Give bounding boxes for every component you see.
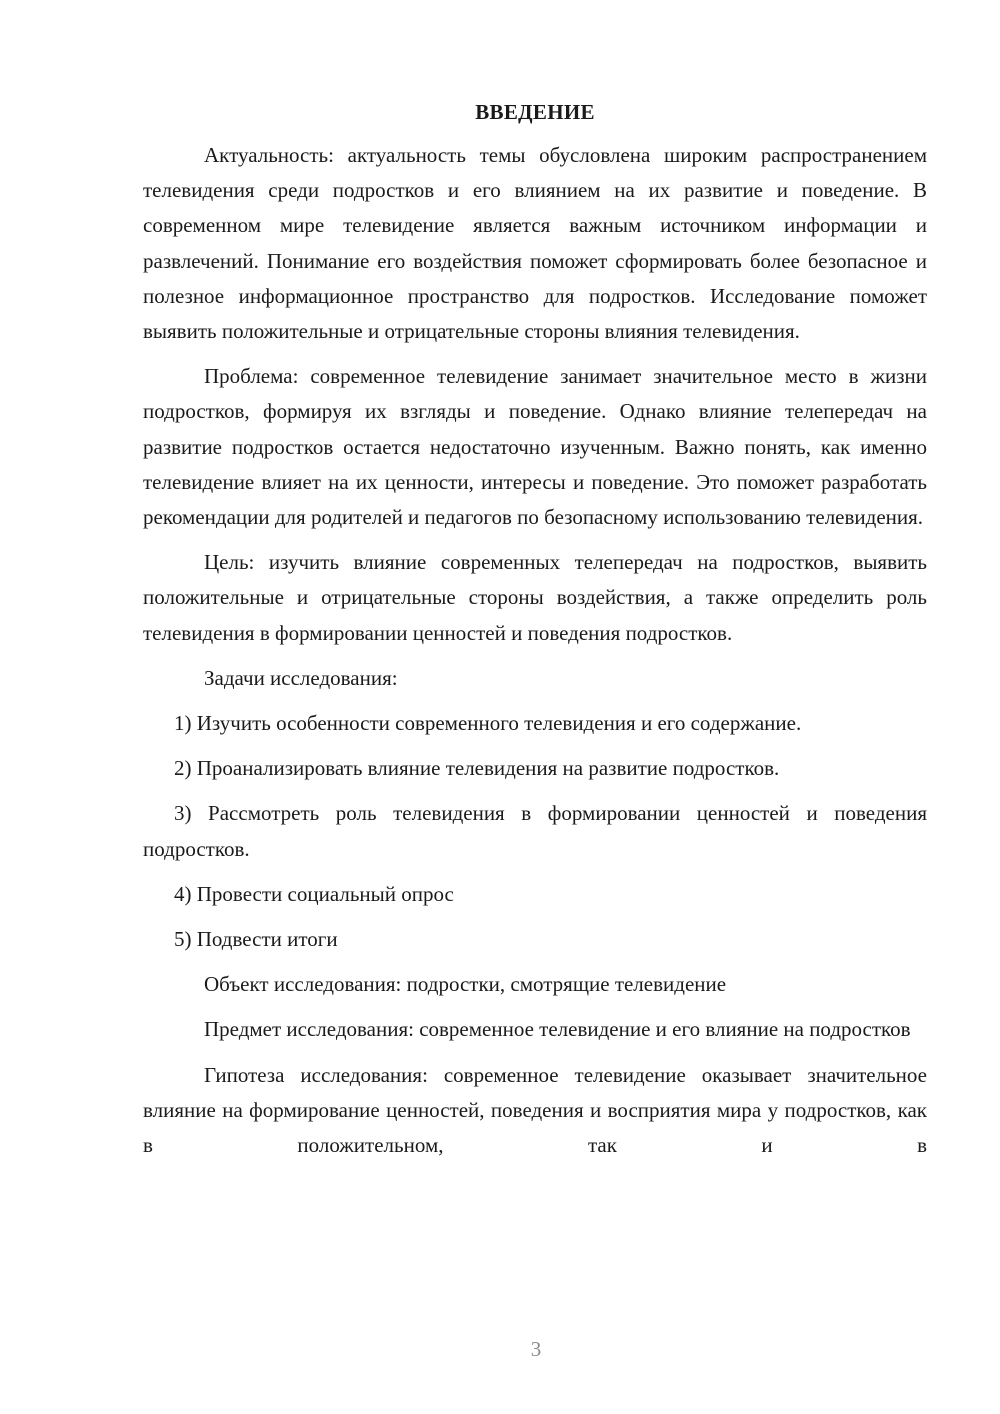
section-heading: ВВЕДЕНИЕ — [475, 100, 595, 124]
paragraph-relevance: Актуальность: актуальность темы обусловлена широким распространением телевидения среди подростков и его влиянием на их развитие и поведение. В современном мире телевидение является важным источником информации и развлечений. Понимание его воздействия поможет сформировать более безопасное и полезное информационное пространство для подростков. Исследование поможет выявить положительные и отрицательные стороны влияния телевидения. — [143, 143, 927, 344]
tasks-heading: Задачи исследования: — [204, 665, 398, 690]
task-item: 1) Изучить особенности современного телевидения и его содержание. — [174, 711, 802, 736]
paragraph-goal: Цель: изучить влияние современных телепередач на подростков, выявить положительные и отрицательные стороны воздействия, а также определить роль телевидения в формировании ценностей и поведения подростков. — [143, 550, 927, 645]
task-item: 2) Проанализировать влияние телевидения на развитие подростков. — [174, 756, 780, 781]
paragraph-hypothesis: Гипотеза исследования: современное телевидение оказывает значительное влияние на формирование ценностей, поведения и восприятия мира у подростков, как в положительном, так и в — [143, 1062, 927, 1158]
page-number: 3 — [530, 1337, 542, 1361]
paragraph-subject: Предмет исследования: современное телевидение и его влияние на подростков — [204, 1017, 911, 1042]
paragraph-object: Объект исследования: подростки, смотрящие телевидение — [204, 972, 727, 997]
task-item: 3) Рассмотреть роль телевидения в формировании ценностей и поведения подростков. — [143, 801, 927, 861]
task-item: 5) Подвести итоги — [174, 927, 338, 952]
page-content — [143, 92, 927, 1173]
paragraph-problem: Проблема: современное телевидение занимает значительное место в жизни подростков, формируя их взгляды и поведение. Однако влияние телепередач на развитие подростков остается недостаточно изученным. Важно понять, как именно телевидение влияет на их ценности, интересы и поведение. Это поможет разработать рекомендации для родителей и педагогов по безопасному использованию телевидения. — [143, 364, 927, 530]
task-item: 4) Провести социальный опрос — [174, 881, 454, 906]
